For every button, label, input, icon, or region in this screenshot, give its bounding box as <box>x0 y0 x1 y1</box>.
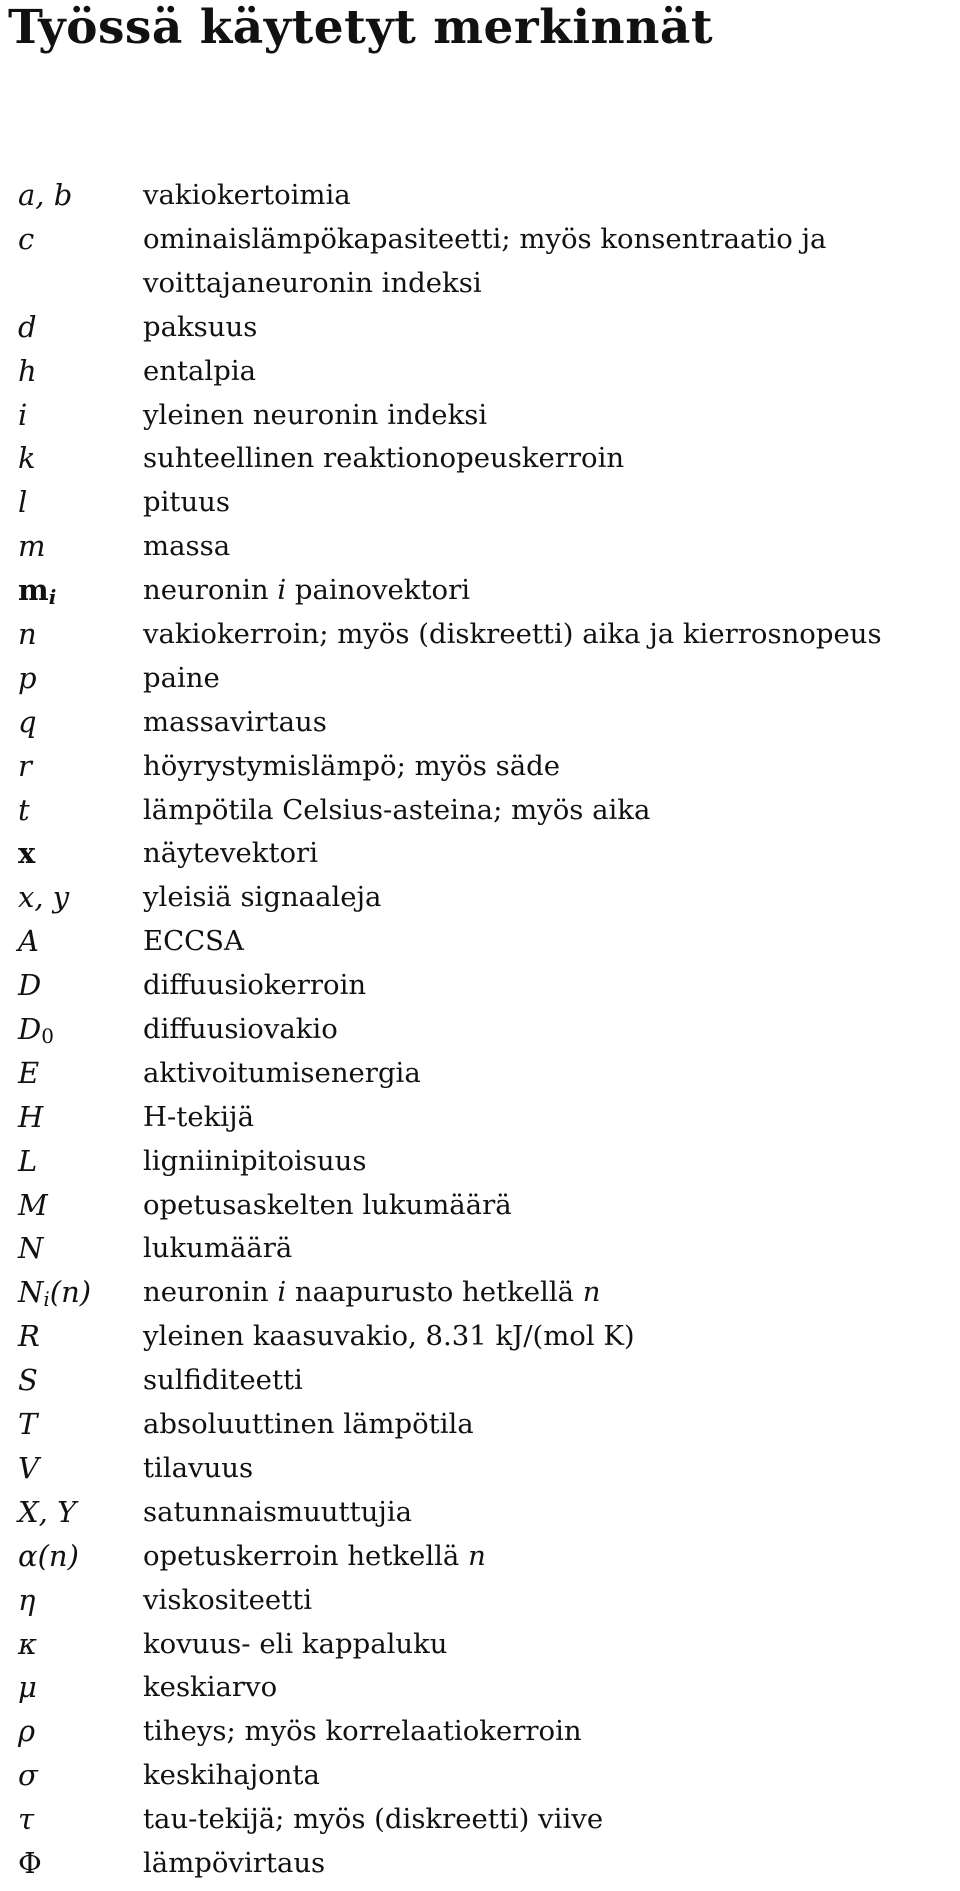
notation-symbol-base: m <box>18 573 49 608</box>
notation-description <box>143 218 958 306</box>
notation-description-text: opetuskerroin hetkellä <box>143 1539 460 1572</box>
notation-symbol-argument: (n) <box>49 1275 92 1310</box>
notation-symbol: a, b <box>18 178 73 212</box>
notation-description-line-1: ominaislämpökapasiteetti; myös konsentraatio ja <box>143 222 827 255</box>
notation-entry-D0 <box>0 1008 960 1052</box>
notation-description: kovuus- eli kappaluku <box>143 1627 448 1660</box>
notation-symbol: p <box>18 660 37 695</box>
notation-entry-S <box>0 1359 960 1403</box>
notation-symbol: x, y <box>18 880 70 915</box>
notation-symbol <box>18 569 138 613</box>
notation-symbol-subscript: i <box>48 585 57 610</box>
notation-entry-T <box>0 1403 960 1447</box>
notation-description: massavirtaus <box>143 705 327 738</box>
notation-entry-V <box>0 1447 960 1491</box>
notation-symbol: l <box>18 485 28 520</box>
notation-entry-r <box>0 745 960 789</box>
notation-entry-rho <box>0 1710 960 1754</box>
notation-description: diffuusiovakio <box>143 1013 338 1046</box>
notation-symbol: r <box>18 748 32 783</box>
notation-entry-Ni-n <box>0 1271 960 1315</box>
notation-symbol-subscript: 0 <box>41 1024 54 1049</box>
notation-symbol: μ <box>18 1670 37 1705</box>
notation-symbol-subscript: i <box>43 1287 50 1312</box>
notation-entry-R <box>0 1315 960 1359</box>
notation-description: satunnaismuuttujia <box>143 1495 413 1528</box>
notation-entry-k <box>0 437 960 481</box>
notation-symbol: σ <box>18 1758 38 1793</box>
notation-entry-alpha <box>0 1535 960 1579</box>
notation-symbol: N <box>18 1231 44 1266</box>
notation-entry-tau <box>0 1798 960 1842</box>
notation-symbol: L <box>18 1143 38 1178</box>
notation-symbol: n <box>18 617 37 652</box>
notation-description: H-tekijä <box>143 1100 254 1133</box>
notation-description-text: neuronin <box>143 1276 269 1309</box>
notation-symbol-base: N <box>18 1275 44 1310</box>
notation-symbol: η <box>18 1582 36 1617</box>
notation-symbol: Φ <box>18 1845 42 1880</box>
notation-entry-sigma <box>0 1754 960 1798</box>
notation-description: paksuus <box>143 310 258 343</box>
notation-entry-a-b <box>0 174 960 218</box>
notation-symbol: c <box>18 221 35 256</box>
notation-description: vakiokerroin; myös (diskreetti) aika ja kierrosnopeus <box>143 618 882 651</box>
notation-entry-D <box>0 964 960 1008</box>
notation-description: lämpötila Celsius-asteina; myös aika <box>143 793 651 826</box>
notation-description-text: neuronin <box>143 574 269 607</box>
notation-description: diffuusiokerroin <box>143 969 367 1002</box>
notation-list <box>0 174 960 1886</box>
notation-description: entalpia <box>143 354 257 387</box>
notation-symbol: ρ <box>18 1714 36 1749</box>
notation-description: lukumäärä <box>143 1232 293 1265</box>
notation-symbol: k <box>18 441 36 476</box>
notation-description: yleinen neuronin indeksi <box>143 398 488 431</box>
notation-description: aktivoitumisenergia <box>143 1056 421 1089</box>
notation-description-text: naapurusto hetkellä <box>294 1276 575 1309</box>
notation-entry-kappa <box>0 1623 960 1667</box>
notation-symbol: X, Y <box>18 1494 77 1529</box>
notation-symbol <box>18 1008 138 1052</box>
notation-symbol: h <box>18 353 37 388</box>
page-title: Työssä käytetyt merkinnät <box>8 0 714 55</box>
notation-description: keskiarvo <box>143 1671 278 1704</box>
notation-entry-t <box>0 789 960 833</box>
notation-description: vakiokertoimia <box>143 179 351 211</box>
notation-entry-d <box>0 306 960 350</box>
notation-entry-X-Y <box>0 1491 960 1535</box>
notation-description: ligniinipitoisuus <box>143 1144 367 1177</box>
notation-entry-p <box>0 657 960 701</box>
notation-symbol-base: D <box>18 1012 42 1047</box>
notation-entry-L <box>0 1140 960 1184</box>
notation-description: tiheys; myös korrelaatiokerroin <box>143 1715 582 1748</box>
notation-entry-M <box>0 1184 960 1228</box>
notation-entry-N <box>0 1227 960 1271</box>
notation-entry-x-vector <box>0 832 960 876</box>
notation-entry-h <box>0 350 960 394</box>
notation-symbol: κ <box>18 1626 38 1661</box>
notation-description: lämpövirtaus <box>143 1846 326 1879</box>
notation-description-variable: i <box>277 574 287 607</box>
notation-entry-n <box>0 613 960 657</box>
notation-description: yleisiä signaaleja <box>143 881 382 914</box>
notation-symbol: q <box>18 704 37 739</box>
notation-description: paine <box>143 661 220 694</box>
notation-description: yleinen kaasuvakio, 8.31 kJ/(mol K) <box>143 1320 635 1353</box>
notation-description: tilavuus <box>143 1451 254 1484</box>
notation-entry-q <box>0 701 960 745</box>
notation-description-variable: n <box>582 1276 601 1309</box>
notation-symbol: m <box>18 529 46 564</box>
notation-entry-i <box>0 394 960 438</box>
notation-description-variable: i <box>277 1276 287 1309</box>
notation-description: keskihajonta <box>143 1759 320 1792</box>
notation-symbol: d <box>18 309 37 344</box>
notation-symbol: H <box>18 1099 44 1134</box>
notation-entry-m <box>0 525 960 569</box>
notation-symbol <box>18 1271 138 1315</box>
notation-entry-mu <box>0 1666 960 1710</box>
notation-description-text: painovektori <box>294 574 471 607</box>
notation-entry-c <box>0 218 960 306</box>
notation-entry-E <box>0 1052 960 1096</box>
notation-symbol: τ <box>18 1802 35 1837</box>
notation-symbol: t <box>18 792 30 827</box>
notation-description: massa <box>143 530 231 563</box>
notation-entry-eta <box>0 1579 960 1623</box>
notation-description: höyrystymislämpö; myös säde <box>143 749 561 782</box>
notation-symbol: x <box>18 836 36 871</box>
notation-description <box>143 1271 958 1315</box>
notation-description: pituus <box>143 486 230 519</box>
notation-description-line-2: voittajaneuronin indeksi <box>143 266 482 299</box>
notation-symbol: D <box>18 968 42 1003</box>
notation-description-variable: n <box>468 1539 486 1572</box>
notation-description: viskositeetti <box>143 1583 313 1616</box>
notation-description <box>143 569 958 613</box>
notation-entry-A <box>0 920 960 964</box>
notation-entry-m-vector <box>0 569 960 613</box>
notation-symbol: i <box>18 397 28 432</box>
notation-symbol: R <box>18 1319 40 1354</box>
notation-description: näytevektori <box>143 837 318 870</box>
notation-symbol: V <box>18 1450 39 1485</box>
notation-symbol: E <box>18 1055 40 1090</box>
notation-entry-l <box>0 481 960 525</box>
notation-symbol: M <box>18 1187 48 1222</box>
notation-symbol: S <box>18 1363 38 1398</box>
notation-description: sulfiditeetti <box>143 1364 303 1397</box>
notation-description: suhteellinen reaktionopeuskerroin <box>143 442 625 475</box>
notation-description: ECCSA <box>143 925 244 958</box>
notation-description: absoluuttinen lämpötila <box>143 1408 474 1441</box>
notation-description <box>143 1535 958 1579</box>
notation-description: tau-tekijä; myös (diskreetti) viive <box>143 1803 604 1836</box>
notation-description: opetusaskelten lukumäärä <box>143 1188 512 1221</box>
notation-symbol: α(n) <box>18 1538 79 1573</box>
notation-symbol: A <box>18 924 39 959</box>
notation-symbol: T <box>18 1407 38 1442</box>
notation-entry-H <box>0 1096 960 1140</box>
notation-entry-phi <box>0 1842 960 1886</box>
notation-entry-x-y <box>0 876 960 920</box>
